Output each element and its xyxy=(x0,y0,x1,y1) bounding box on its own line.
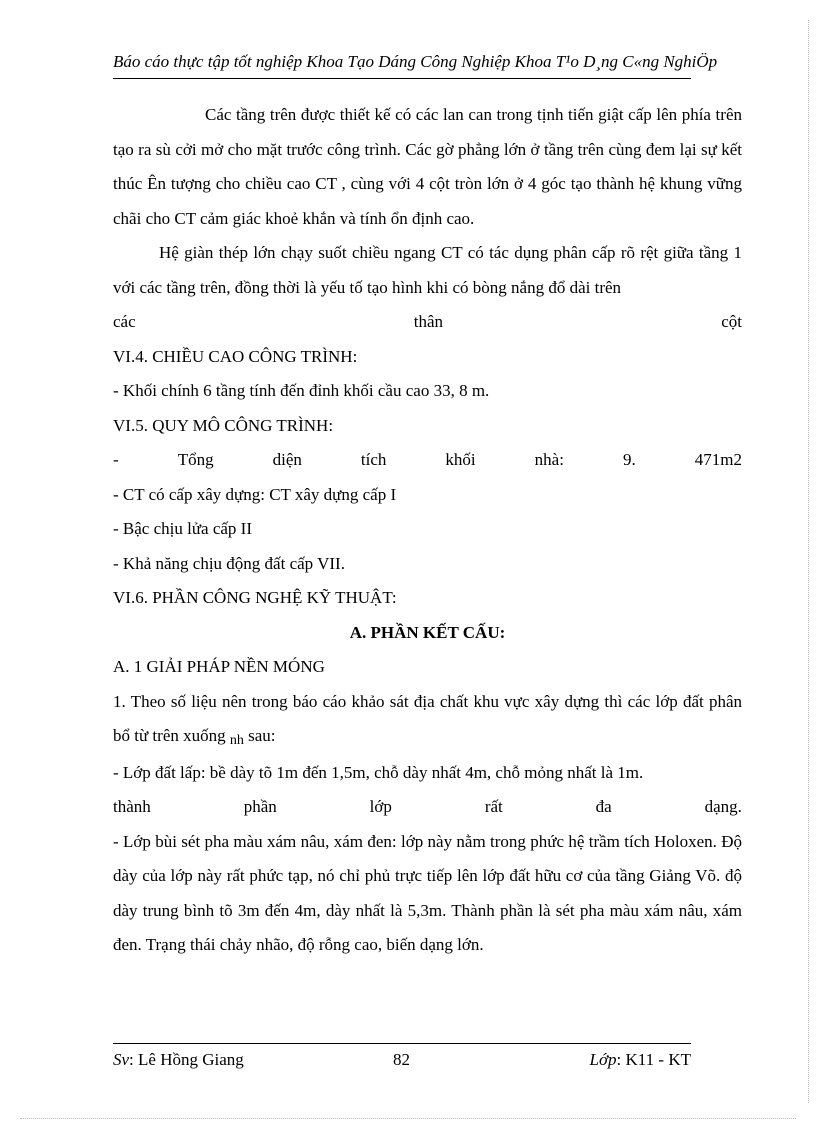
vi5-area-line xyxy=(113,443,742,478)
paragraph-soil-survey xyxy=(113,685,742,756)
page-footer xyxy=(113,1050,691,1074)
footer-rule xyxy=(113,1043,691,1044)
word: các xyxy=(113,312,136,331)
paragraph-fill-layer: - Lớp đất lấp: bề dày tõ 1m đến 1,5m, chỗ dày nhất 4m, chỗ mỏng nhất là 1m. xyxy=(113,762,644,782)
page-number: 82 xyxy=(393,1050,410,1069)
vi5-grade-line: - CT có cấp xây dựng: CT xây dựng cấp I xyxy=(113,484,397,504)
paragraph-steel-truss: Hệ giàn thép lớn chạy suốt chiều ngang CT có tác dụng phân cấp rõ rệt giữa tầng 1 với các tầng trên, đồng thời là yếu tố tạo hình khi có bòng nắng đổ dài trên xyxy=(113,243,742,297)
word: thân xyxy=(413,312,444,331)
word: lớp xyxy=(369,797,392,816)
document-body xyxy=(113,98,742,963)
heading-vi6: VI.6. PHẦN CÔNG NGHỆ KỸ THUẬT: xyxy=(113,588,397,607)
word: 9. xyxy=(622,450,636,469)
page-edge-right xyxy=(808,20,809,1103)
vi5-fire-line: - Bậc chịu lửa cấp II xyxy=(113,519,253,538)
footer-student-name: : Lê Hồng Giang xyxy=(129,1050,244,1069)
word: 471m2 xyxy=(694,450,742,469)
vi5-seismic-line: - Khả năng chịu động đất cấp VII. xyxy=(113,553,345,573)
word: rất xyxy=(484,797,503,816)
word: nhà: xyxy=(534,450,564,469)
soil-survey-small-text: nh xyxy=(229,733,244,748)
section-title-structure: A. PHẦN KẾT CẤU: xyxy=(349,622,506,642)
soil-survey-text: 1. Theo số liệu nên trong báo cáo khảo sát địa chất khu vực xây dựng thì các lớp đất phân bổ từ trên xuống xyxy=(113,691,742,745)
heading-a1: A. 1 GIẢI PHÁP NỀN MÓNG xyxy=(113,657,325,676)
header-rule xyxy=(113,78,691,79)
paragraph-clay-layer: - Lớp bùi sét pha màu xám nâu, xám đen: lớp này nằm trong phức hệ trầm tích Holoxen. Độ dày của lớp này rất phức tạp, nó chỉ phủ trực tiếp lên lớp đất hữu cơ của tầng Giảng Võ. độ dày trung bình tõ 3m đến 4m, dày nhất là 5,3m. Thành phần là sét pha màu xám nâu, xám đen. Trạng thái chảy nhão, độ rỗng cao, biến dạng lớn. xyxy=(113,831,742,954)
soil-survey-tail: sau: xyxy=(243,726,276,745)
vi4-height-line: - Khối chính 6 tầng tính đến đỉnh khối cầu cao 33, 8 m. xyxy=(113,381,490,400)
page-edge-bottom xyxy=(20,1118,796,1119)
footer-class-value: : K11 - KT xyxy=(616,1050,691,1069)
word: Tổng xyxy=(177,450,214,469)
word: diện xyxy=(272,450,302,469)
paragraph-steel-truss-last-line xyxy=(113,305,742,340)
word: đa xyxy=(595,797,612,816)
heading-vi4: VI.4. CHIỀU CAO CÔNG TRÌNH: xyxy=(113,346,358,366)
word: khối xyxy=(445,450,476,469)
word: tích xyxy=(360,450,387,469)
word: dạng. xyxy=(704,797,742,816)
word: - xyxy=(113,450,119,469)
footer-class-label: Lớp xyxy=(589,1050,617,1069)
word: thành xyxy=(113,797,151,816)
word: phần xyxy=(243,797,277,816)
paragraph-facade: Các tầng trên được thiết kế có các lan can trong tịnh tiến giật cấp lên phía trên tạo ra sù cởi mở cho mặt trước công trình. Các gờ phẳng lớn ở tầng trên cùng đem lại sự kết thúc Ên tượng cho chiều cao CT , cùng với 4 cột tròn lớn ở 4 góc tạo thành hệ khung vững chãi cho CT cảm giác khoẻ khắn và tính ổn định cao. xyxy=(113,105,742,228)
paragraph-fill-layer-last-line xyxy=(113,790,742,825)
word: cột xyxy=(721,312,742,331)
heading-vi5: VI.5. QUY MÔ CÔNG TRÌNH: xyxy=(113,415,334,435)
footer-class xyxy=(590,1050,691,1070)
footer-student xyxy=(113,1050,244,1070)
page-header: Báo cáo thực tập tốt nghiệp Khoa Tạo Dáng Công Nghiệp Khoa T¹o D¸ng C«ng NghiÖp xyxy=(113,52,718,71)
footer-student-label: Sv xyxy=(113,1050,130,1069)
